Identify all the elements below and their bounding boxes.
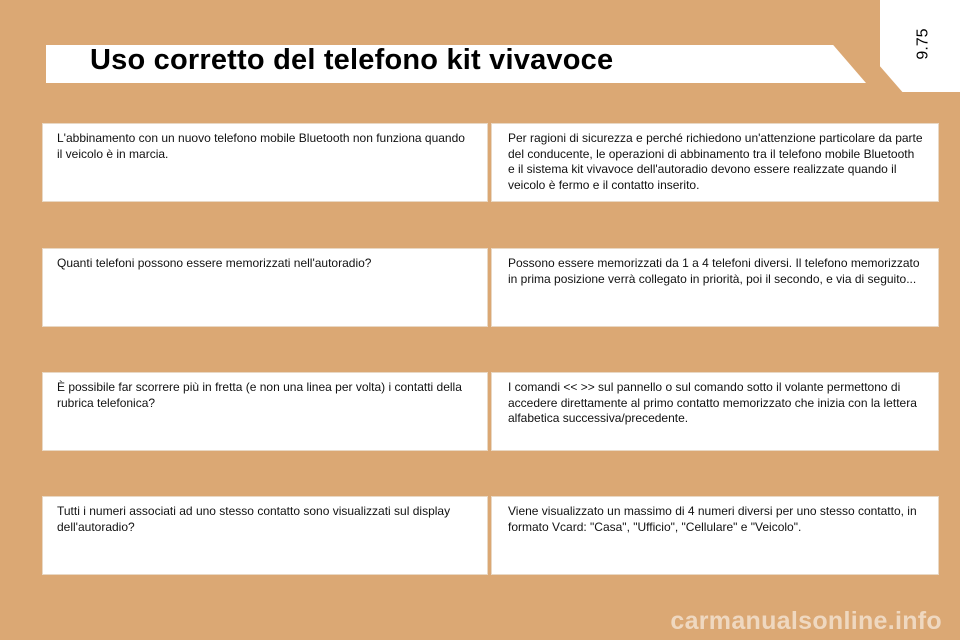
question-card-1: L'abbinamento con un nuovo telefono mobile Bluetooth non funziona quando il veicolo è in marcia. (42, 123, 488, 202)
answer-card-3: I comandi << >> sul pannello o sul comando sotto il volante permettono di accedere direttamente al primo contatto memorizzato che inizia con la lettera alfabetica successiva/precedente. (491, 372, 939, 451)
page-number: 9.75 (914, 28, 932, 60)
question-card-3: È possibile far scorrere più in fretta (e non una linea per volta) i contatti della rubrica telefonica? (42, 372, 488, 451)
question-card-2: Quanti telefoni possono essere memorizzati nell'autoradio? (42, 248, 488, 327)
answer-card-4: Viene visualizzato un massimo di 4 numeri diversi per uno stesso contatto, in formato Vcard: "Casa", "Ufficio", "Cellulare" e "Veicolo". (491, 496, 939, 575)
answer-card-2: Possono essere memorizzati da 1 a 4 telefoni diversi. Il telefono memorizzato in prima posizione verrà collegato in priorità, poi il secondo, e via di seguito... (491, 248, 939, 327)
page-title: Uso corretto del telefono kit vivavoce (90, 44, 614, 76)
question-card-4: Tutti i numeri associati ad uno stesso contatto sono visualizzati sul display dell'autoradio? (42, 496, 488, 575)
watermark-logo[interactable]: carmanualsonline.info (670, 607, 942, 635)
answer-card-1: Per ragioni di sicurezza e perché richiedono un'attenzione particolare da parte del conducente, le operazioni di abbinamento tra il telefono mobile Bluetooth e il sistema kit vivavoce dell'autoradio devono essere realizzate quando il veicolo è fermo e il contatto inserito. (491, 123, 939, 202)
